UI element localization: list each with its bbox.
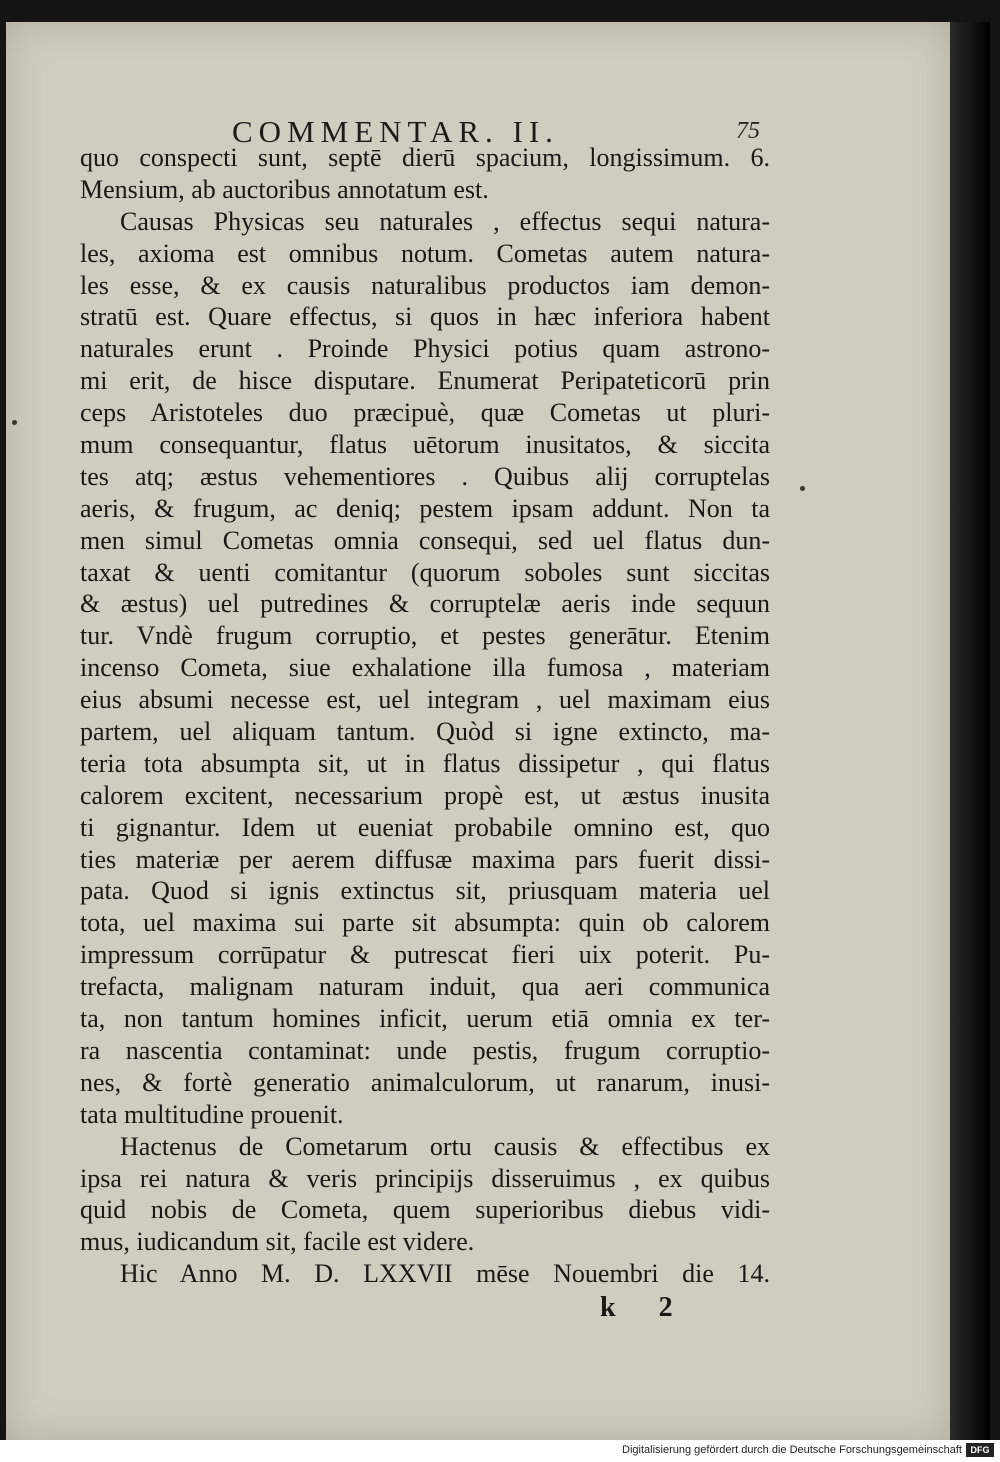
text-line: ties materiæ per aerem diffusæ maxima pars fuerit dissi- [80, 844, 770, 874]
text-line: calorem excitent, necessarium propè est, ut æstus inusita [80, 780, 770, 810]
text-line: Hic Anno M. D. LXXVII mēse Nouembri die 14. [120, 1259, 770, 1289]
text-line: quo conspecti sunt, septē dierū spacium, longissimum. 6. [80, 143, 770, 172]
text-line: partem, uel aliquam tantum. Quòd si igne extincto, ma- [80, 717, 770, 747]
text-line: taxat & uenti comitantur (quorum soboles sunt siccitas [80, 557, 770, 587]
text-line: men simul Cometas omnia consequi, sed uel flatus dun- [80, 525, 770, 555]
text-line: trefacta, malignam naturam induit, qua aeri communica [80, 972, 770, 1002]
text-line: pata. Quod si ignis extinctus sit, priusquam materia uel [80, 876, 770, 906]
text-line: ra nascentia contaminat: unde pestis, frugum corruptio- [80, 1035, 770, 1065]
margin-dot [12, 420, 17, 425]
signature-mark: k 2 [600, 1292, 691, 1323]
text-line: ipsa rei natura & veris principijs disseruimus , ex quibus [80, 1163, 770, 1193]
text-line: teria tota absumpta sit, ut in flatus dissipetur , qui flatus [80, 748, 770, 778]
text-line: ta, non tantum homines inficit, uerum etiā omnia ex ter- [80, 1004, 770, 1034]
text-line: ceps Aristoteles duo præcipuè, quæ Cometas ut pluri- [80, 398, 770, 428]
text-line: & æstus) uel putredines & corruptelæ aeris inde sequun [80, 589, 770, 619]
text-line: les esse, & ex causis naturalibus productos iam demon- [80, 270, 770, 300]
page-number: 75 [736, 118, 760, 144]
text-line: tur. Vndè frugum corruptio, et pestes generātur. Etenim [80, 621, 770, 651]
text-line: quid nobis de Cometa, quem superioribus diebus vidi- [80, 1195, 770, 1225]
text-line: stratū est. Quare effectus, si quos in hæc inferiora habent [80, 302, 770, 332]
footer-credit: Digitalisierung gefördert durch die Deutsche Forschungsgemeinschaft [622, 1444, 962, 1456]
text-line: incenso Cometa, siue exhalatione illa fumosa , materiam [80, 653, 770, 683]
text-line: mum consequantur, flatus uētorum inusitatos, & siccita [80, 430, 770, 460]
book-spine [950, 22, 990, 1440]
running-title: COMMENTAR. II. [232, 114, 559, 149]
running-head [0, 0, 1000, 150]
text-line: Mensium, ab auctoribus annotatum est. [80, 174, 489, 204]
text-line: les, axioma est omnibus notum. Cometas autem natura- [80, 238, 770, 268]
text-line: tota, uel maxima sui parte sit absumpta: quin ob calorem [80, 908, 770, 938]
dfg-logo-icon: DFG [966, 1443, 994, 1457]
text-line: Hactenus de Cometarum ortu causis & effectibus ex [120, 1131, 770, 1161]
text-line: tata multitudine prouenit. [80, 1099, 344, 1129]
text-line: impressum corrūpatur & putrescat fieri uix poterit. Pu- [80, 940, 770, 970]
text-line: mi erit, de hisce disputare. Enumerat Peripateticorū prin [80, 366, 770, 396]
margin-dot [800, 486, 805, 491]
text-line: mus, iudicandum sit, facile est videre. [80, 1227, 475, 1257]
text-line: eius absumi necesse est, uel integram , uel maximam eius [80, 685, 770, 715]
text-line: naturales erunt . Proinde Physici potius quam astrono- [80, 334, 770, 364]
text-line: ti gignantur. Idem ut eueniat probabile omnino est, quo [80, 812, 770, 842]
text-line: aeris, & frugum, ac deniq; pestem ipsam addunt. Non ta [80, 493, 770, 523]
text-line: nes, & fortè generatio animalculorum, ut ranarum, inusi- [80, 1067, 770, 1097]
body-text [80, 142, 770, 1290]
text-line: tes atq; æstus vehementiores . Quibus alij corruptelas [80, 461, 770, 491]
text-line: Causas Physicas seu naturales , effectus sequi natura- [120, 206, 770, 236]
